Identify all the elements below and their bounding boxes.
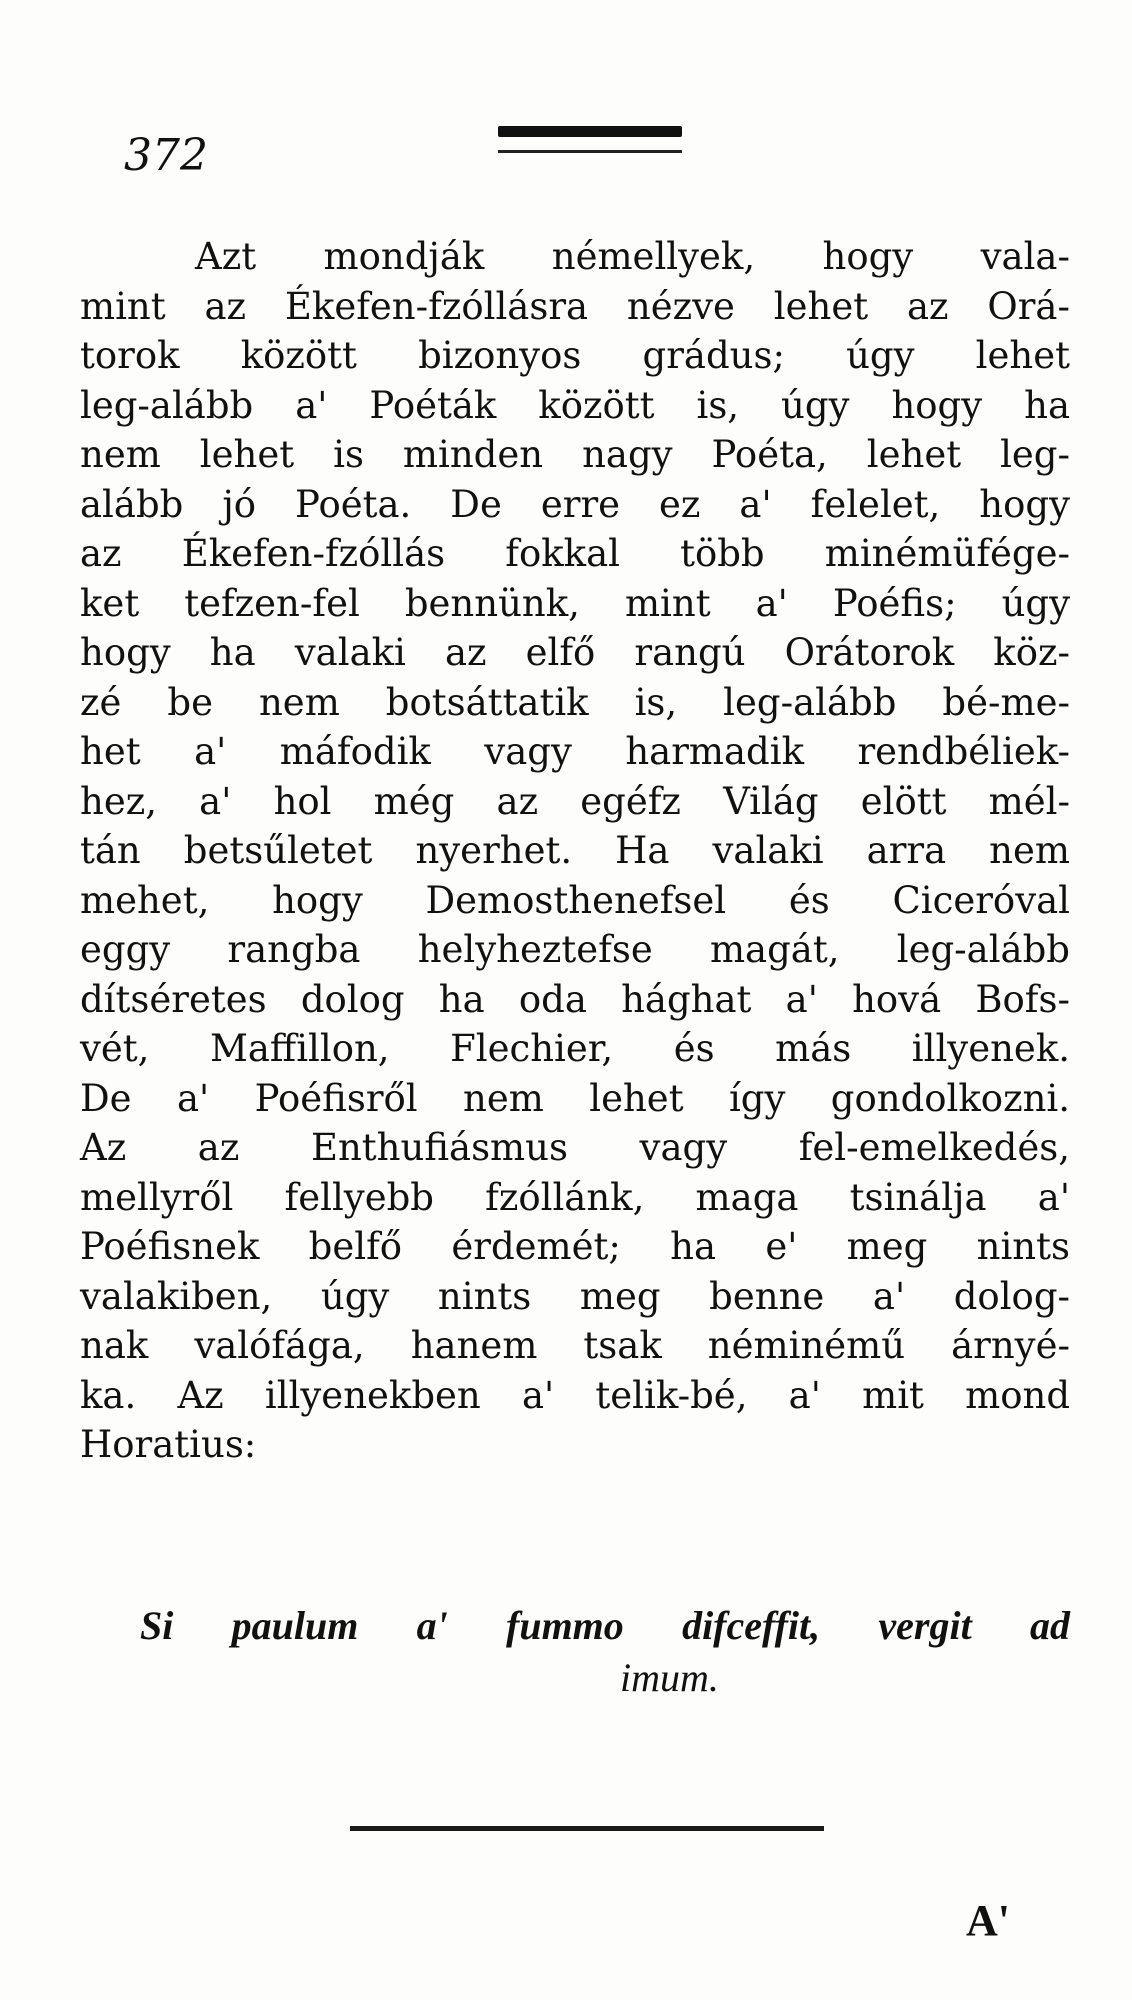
text-line: De a' Poéfisről nem lehet így gondolkozni. <box>80 1076 1070 1120</box>
footer-rule <box>350 1826 824 1831</box>
text-line: het a' máfodik vagy harmadik rendbéliek- <box>80 730 1070 773</box>
text-line: zé be nem botsáttatik is, leg-alább bé-me- <box>80 680 1070 724</box>
text-line: Azt mondják némellyek, hogy vala- <box>195 235 1070 278</box>
text-line: Az az Enthufiásmus vagy fel-emelkedés, <box>80 1126 1070 1169</box>
text-line: mehet, hogy Demosthenefsel és Ciceróval <box>80 878 1070 922</box>
text-line: az Ékefen-fzóllás fokkal több minémüfége- <box>80 532 1070 575</box>
quotation-line: imum. <box>620 1655 719 1700</box>
text-line: ka. Az illyenekben a' telik-bé, a' mit mond <box>80 1373 1070 1417</box>
body-paragraph <box>80 232 1070 1470</box>
quotation-line: Si paulum a' fummo difceffit, vergit ad <box>140 1603 1070 1648</box>
page-number: 372 <box>124 130 208 181</box>
latin-quotation <box>140 1600 1070 1704</box>
catchword: A' <box>966 1896 1010 1945</box>
text-line: hogy ha valaki az elfő rangú Orátorok köz- <box>80 631 1070 674</box>
text-line: Horatius: <box>80 1423 257 1466</box>
text-line: mellyről fellyebb fzóllánk, maga tsinálja a' <box>80 1175 1070 1219</box>
text-line: ket tefzen-fel bennünk, mint a' Poéfis; úgy <box>80 581 1070 625</box>
text-line: valakiben, úgy nints meg benne a' dolog- <box>80 1274 1070 1318</box>
text-line: alább jó Poéta. De erre ez a' felelet, hogy <box>80 482 1070 526</box>
text-line: leg-alább a' Poéták között is, úgy hogy ha <box>80 383 1070 427</box>
text-line: torok között bizonyos grádus; úgy lehet <box>80 334 1070 377</box>
text-line: hez, a' hol még az egéfz Világ elött mél- <box>80 779 1070 823</box>
text-line: nak valófága, hanem tsak néminémű árnyé- <box>80 1324 1070 1367</box>
header-rule-thin <box>498 150 682 153</box>
text-line: mint az Ékefen-fzóllásra nézve lehet az Orá- <box>80 284 1070 328</box>
header-rule-thick <box>498 126 682 137</box>
text-line: Poéfisnek belfő érdemét; ha e' meg nints <box>80 1225 1070 1268</box>
text-line: dítséretes dolog ha oda hághat a' hová Bofs- <box>80 977 1070 1021</box>
text-line: tán betsűletet nyerhet. Ha valaki arra nem <box>80 829 1070 872</box>
text-line: vét, Maffillon, Flechier, és más illyenek. <box>80 1027 1070 1070</box>
text-line: nem lehet is minden nagy Poéta, lehet leg- <box>80 433 1070 476</box>
text-line: eggy rangba helyheztefse magát, leg-alább <box>80 928 1070 971</box>
